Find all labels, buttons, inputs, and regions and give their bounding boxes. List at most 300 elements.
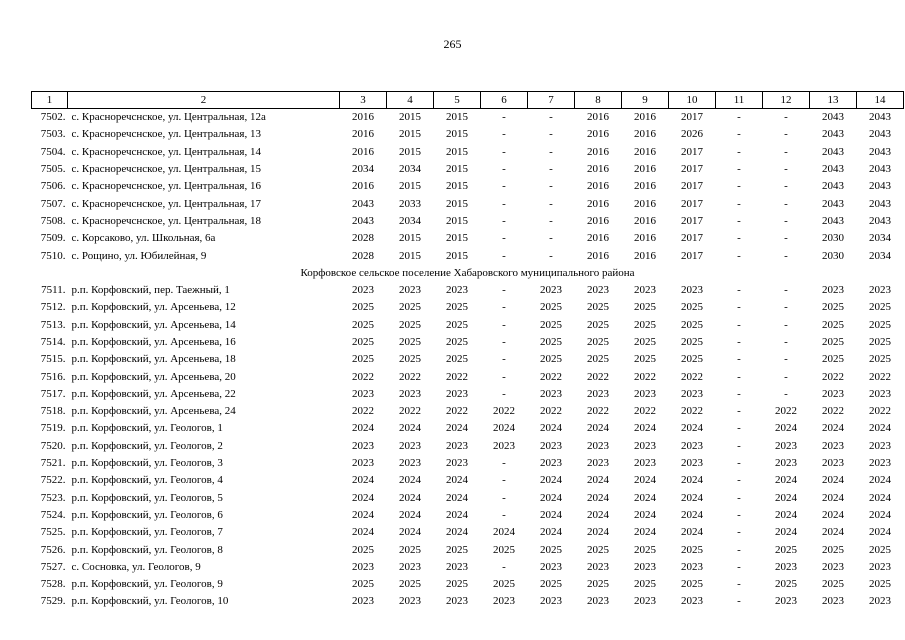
year-cell-col-9: 2023: [634, 439, 656, 452]
year-cell-col-10: 2025: [681, 336, 703, 348]
table-row: [32, 438, 904, 455]
address-cell: с. Красноречснское, ул. Центральная, 14: [71, 145, 261, 158]
year-cell-col-13: 2023: [822, 284, 844, 297]
year-cell-col-7: -: [549, 232, 553, 245]
year-cell-col-5: 2015: [446, 232, 468, 245]
address-cell: с. Красноречснское, ул. Центральная, 15: [71, 163, 261, 176]
year-cell-col-7: 2025: [540, 318, 562, 331]
year-cell-col-12: -: [784, 111, 788, 124]
year-cell-col-7: 2024: [540, 526, 562, 539]
year-cell-col-7: 2024: [540, 422, 562, 435]
year-cell-col-5: 2025: [446, 336, 468, 348]
year-cell-col-10: 2024: [681, 526, 703, 539]
year-cell-col-10: 2017: [681, 249, 703, 262]
address-cell: р.п. Корфовский, пер. Таежный, 1: [71, 284, 230, 297]
year-cell-col-5: 2023: [446, 439, 468, 452]
year-cell-col-11: -: [737, 197, 741, 210]
row-number: 7519.: [40, 422, 66, 435]
year-cell-col-6: -: [502, 370, 506, 383]
year-cell-col-14: 2043: [869, 163, 891, 176]
year-cell-col-13: 2043: [822, 145, 844, 158]
year-cell-col-3: 2016: [352, 180, 374, 193]
year-cell-col-8: 2023: [587, 560, 609, 573]
year-cell-col-14: 2024: [869, 508, 891, 521]
year-cell-col-4: 2015: [399, 180, 421, 193]
year-cell-col-8: 2016: [587, 128, 609, 141]
year-cell-col-7: 2023: [540, 387, 562, 400]
year-cell-col-8: 2016: [587, 232, 609, 245]
year-cell-col-13: 2022: [822, 370, 844, 383]
column-header-4: 4: [387, 92, 434, 109]
year-cell-col-9: 2024: [634, 422, 656, 435]
year-cell-col-10: 2025: [681, 318, 703, 331]
year-cell-col-11: -: [737, 249, 741, 262]
year-cell-col-11: -: [737, 578, 741, 591]
address-cell: р.п. Корфовский, ул. Геологов, 10: [71, 595, 229, 608]
year-cell-col-8: 2025: [587, 336, 609, 348]
year-cell-col-14: 2024: [869, 526, 891, 539]
year-cell-col-10: 2025: [681, 353, 703, 366]
year-cell-col-12: 2022: [775, 405, 797, 418]
year-cell-col-7: 2022: [540, 405, 562, 418]
year-cell-col-4: 2024: [399, 508, 421, 521]
year-cell-col-10: 2023: [681, 457, 703, 470]
year-cell-col-3: 2022: [352, 405, 374, 418]
year-cell-col-3: 2016: [352, 145, 374, 158]
year-cell-col-4: 2033: [399, 197, 421, 210]
row-number: 7523.: [40, 491, 66, 504]
year-cell-col-10: 2017: [681, 197, 703, 210]
header-row: [32, 92, 904, 109]
year-cell-col-10: 2024: [681, 474, 703, 487]
year-cell-col-9: 2023: [634, 457, 656, 470]
address-cell: р.п. Корфовский, ул. Геологов, 1: [71, 422, 223, 435]
year-cell-col-5: 2023: [446, 560, 468, 573]
year-cell-col-11: -: [737, 560, 741, 573]
year-cell-col-3: 2043: [352, 214, 374, 227]
year-cell-col-4: 2024: [399, 474, 421, 487]
address-cell: с. Красноречснское, ул. Центральная, 17: [71, 197, 261, 210]
year-cell-col-7: 2025: [540, 578, 562, 591]
table-row: [32, 490, 904, 507]
column-header-12: 12: [763, 92, 810, 109]
year-cell-col-6: -: [502, 457, 506, 470]
address-cell: р.п. Корфовский, ул. Арсеньева, 22: [71, 387, 236, 400]
year-cell-col-14: 2043: [869, 111, 891, 124]
year-cell-col-10: 2023: [681, 595, 703, 608]
address-cell: р.п. Корфовский, ул. Геологов, 6: [71, 508, 223, 521]
year-cell-col-14: 2023: [869, 560, 891, 573]
year-cell-col-13: 2025: [822, 543, 844, 556]
year-cell-col-8: 2023: [587, 439, 609, 452]
year-cell-col-8: 2024: [587, 526, 609, 539]
year-cell-col-6: 2024: [493, 526, 515, 539]
year-cell-col-14: 2043: [869, 197, 891, 210]
year-cell-col-12: 2023: [775, 560, 797, 573]
year-cell-col-13: 2022: [822, 405, 844, 418]
address-cell: р.п. Корфовский, ул. Арсеньева, 16: [71, 336, 236, 348]
address-cell: р.п. Корфовский, ул. Арсеньева, 14: [71, 318, 236, 331]
year-cell-col-9: 2016: [634, 180, 656, 193]
year-cell-col-14: 2022: [869, 405, 891, 418]
year-cell-col-8: 2023: [587, 387, 609, 400]
year-cell-col-12: -: [784, 336, 788, 348]
year-cell-col-9: 2025: [634, 353, 656, 366]
year-cell-col-7: -: [549, 214, 553, 227]
year-cell-col-5: 2022: [446, 370, 468, 383]
year-cell-col-10: 2024: [681, 491, 703, 504]
table-row: [32, 247, 904, 264]
year-cell-col-8: 2022: [587, 370, 609, 383]
year-cell-col-12: 2024: [775, 526, 797, 539]
year-cell-col-7: 2025: [540, 353, 562, 366]
year-cell-col-7: 2025: [540, 301, 562, 314]
year-cell-col-4: 2025: [399, 336, 421, 348]
year-cell-col-3: 2024: [352, 491, 374, 504]
address-cell: р.п. Корфовский, ул. Арсеньева, 12: [71, 301, 236, 314]
address-cell: с. Рощино, ул. Юбилейная, 9: [71, 249, 207, 262]
year-cell-col-8: 2023: [587, 595, 609, 608]
year-cell-col-13: 2025: [822, 353, 844, 366]
year-cell-col-11: -: [737, 214, 741, 227]
year-cell-col-6: -: [502, 474, 506, 487]
year-cell-col-7: 2023: [540, 284, 562, 297]
year-cell-col-9: 2024: [634, 526, 656, 539]
year-cell-col-13: 2043: [822, 111, 844, 124]
row-number: 7507.: [40, 197, 66, 210]
year-cell-col-4: 2023: [399, 457, 421, 470]
year-cell-col-11: -: [737, 163, 741, 176]
address-cell: с. Красноречснское, ул. Центральная, 13: [71, 128, 261, 141]
year-cell-col-3: 2025: [352, 578, 374, 591]
table-row: [32, 455, 904, 472]
year-cell-col-8: 2024: [587, 422, 609, 435]
year-cell-col-4: 2034: [399, 163, 421, 176]
row-number: 7506.: [40, 180, 66, 193]
address-cell: р.п. Корфовский, ул. Геологов, 4: [71, 474, 223, 487]
row-number: 7509.: [40, 232, 66, 245]
year-cell-col-10: 2022: [681, 370, 703, 383]
table-row: [32, 213, 904, 230]
year-cell-col-6: -: [502, 180, 506, 193]
year-cell-col-3: 2024: [352, 508, 374, 521]
year-cell-col-7: 2025: [540, 336, 562, 348]
year-cell-col-11: -: [737, 387, 741, 400]
year-cell-col-6: -: [502, 560, 506, 573]
year-cell-col-7: 2024: [540, 474, 562, 487]
year-cell-col-10: 2017: [681, 163, 703, 176]
year-cell-col-13: 2023: [822, 439, 844, 452]
year-cell-col-6: -: [502, 128, 506, 141]
year-cell-col-14: 2022: [869, 370, 891, 383]
table-row: [32, 576, 904, 593]
year-cell-col-5: 2025: [446, 578, 468, 591]
year-cell-col-3: 2025: [352, 301, 374, 314]
table-row: [32, 386, 904, 403]
year-cell-col-3: 2016: [352, 111, 374, 124]
table-row: [32, 403, 904, 420]
year-cell-col-14: 2025: [869, 353, 891, 366]
year-cell-col-14: 2043: [869, 180, 891, 193]
column-header-1: 1: [32, 92, 68, 109]
row-number: 7504.: [40, 145, 66, 158]
year-cell-col-4: 2015: [399, 249, 421, 262]
year-cell-col-3: 2023: [352, 284, 374, 297]
year-cell-col-10: 2026: [681, 128, 703, 141]
year-cell-col-12: -: [784, 301, 788, 314]
year-cell-col-9: 2025: [634, 336, 656, 348]
address-cell: с. Красноречснское, ул. Центральная, 18: [71, 214, 261, 227]
year-cell-col-4: 2024: [399, 491, 421, 504]
year-cell-col-13: 2043: [822, 128, 844, 141]
year-cell-col-12: -: [784, 370, 788, 383]
year-cell-col-9: 2022: [634, 405, 656, 418]
year-cell-col-3: 2025: [352, 353, 374, 366]
row-number: 7517.: [40, 387, 66, 400]
year-cell-col-7: -: [549, 163, 553, 176]
row-number: 7522.: [40, 474, 66, 487]
year-cell-col-11: -: [737, 111, 741, 124]
address-cell: р.п. Корфовский, ул. Геологов, 5: [71, 491, 223, 504]
row-number: 7505.: [40, 163, 66, 176]
row-number: 7502.: [40, 111, 66, 124]
year-cell-col-5: 2025: [446, 301, 468, 314]
row-number: 7521.: [40, 457, 66, 470]
year-cell-col-6: -: [502, 508, 506, 521]
year-cell-col-7: 2024: [540, 508, 562, 521]
year-cell-col-7: -: [549, 249, 553, 262]
year-cell-col-12: 2023: [775, 457, 797, 470]
year-cell-col-14: 2023: [869, 595, 891, 608]
column-header-6: 6: [481, 92, 528, 109]
year-cell-col-12: -: [784, 197, 788, 210]
year-cell-col-4: 2015: [399, 111, 421, 124]
year-cell-col-3: 2023: [352, 457, 374, 470]
row-number: 7526.: [40, 543, 66, 556]
year-cell-col-5: 2024: [446, 526, 468, 539]
year-cell-col-8: 2016: [587, 249, 609, 262]
year-cell-col-7: 2025: [540, 543, 562, 556]
year-cell-col-10: 2017: [681, 111, 703, 124]
table-row: [32, 317, 904, 334]
year-cell-col-14: 2025: [869, 578, 891, 591]
year-cell-col-4: 2023: [399, 560, 421, 573]
row-number: 7520.: [40, 439, 66, 452]
year-cell-col-11: -: [737, 595, 741, 608]
address-cell: р.п. Корфовский, ул. Геологов, 3: [71, 457, 223, 470]
year-cell-col-13: 2024: [822, 474, 844, 487]
year-cell-col-9: 2016: [634, 128, 656, 141]
year-cell-col-8: 2024: [587, 474, 609, 487]
column-header-5: 5: [434, 92, 481, 109]
year-cell-col-8: 2025: [587, 353, 609, 366]
year-cell-col-5: 2015: [446, 180, 468, 193]
year-cell-col-10: 2022: [681, 405, 703, 418]
year-cell-col-13: 2024: [822, 508, 844, 521]
address-cell: р.п. Корфовский, ул. Геологов, 7: [71, 526, 223, 539]
row-number: 7518.: [40, 405, 66, 418]
year-cell-col-14: 2025: [869, 301, 891, 314]
year-cell-col-13: 2025: [822, 301, 844, 314]
year-cell-col-3: 2025: [352, 318, 374, 331]
row-number: 7511.: [41, 284, 66, 297]
year-cell-col-14: 2043: [869, 145, 891, 158]
year-cell-col-13: 2030: [822, 232, 844, 245]
year-cell-col-13: 2025: [822, 578, 844, 591]
year-cell-col-9: 2025: [634, 543, 656, 556]
year-cell-col-9: 2016: [634, 249, 656, 262]
year-cell-col-13: 2043: [822, 163, 844, 176]
year-cell-col-8: 2025: [587, 543, 609, 556]
year-cell-col-11: -: [737, 128, 741, 141]
year-cell-col-4: 2025: [399, 318, 421, 331]
year-cell-col-9: 2025: [634, 301, 656, 314]
year-cell-col-7: -: [549, 128, 553, 141]
year-cell-col-10: 2017: [681, 145, 703, 158]
year-cell-col-5: 2015: [446, 197, 468, 210]
address-cell: р.п. Корфовский, ул. Геологов, 2: [71, 439, 223, 452]
year-cell-col-4: 2015: [399, 232, 421, 245]
column-header-13: 13: [810, 92, 857, 109]
year-cell-col-10: 2017: [681, 180, 703, 193]
year-cell-col-10: 2017: [681, 214, 703, 227]
column-header-8: 8: [575, 92, 622, 109]
year-cell-col-13: 2024: [822, 526, 844, 539]
year-cell-col-4: 2025: [399, 353, 421, 366]
year-cell-col-11: -: [737, 301, 741, 314]
table-row: [32, 109, 904, 127]
year-cell-col-5: 2024: [446, 474, 468, 487]
year-cell-col-5: 2023: [446, 387, 468, 400]
year-cell-col-11: -: [737, 370, 741, 383]
year-cell-col-12: 2024: [775, 508, 797, 521]
column-header-14: 14: [857, 92, 904, 109]
year-cell-col-12: 2025: [775, 578, 797, 591]
year-cell-col-8: 2025: [587, 578, 609, 591]
year-cell-col-13: 2024: [822, 422, 844, 435]
table-row: [32, 282, 904, 299]
year-cell-col-11: -: [737, 422, 741, 435]
year-cell-col-12: -: [784, 128, 788, 141]
year-cell-col-4: 2023: [399, 439, 421, 452]
row-number: 7524.: [40, 508, 66, 521]
year-cell-col-3: 2025: [352, 543, 374, 556]
year-cell-col-4: 2015: [399, 128, 421, 141]
year-cell-col-14: 2034: [869, 232, 891, 245]
year-cell-col-12: -: [784, 387, 788, 400]
table-row: [32, 230, 904, 247]
year-cell-col-4: 2015: [399, 145, 421, 158]
year-cell-col-4: 2023: [399, 595, 421, 608]
row-number: 7528.: [40, 578, 66, 591]
year-cell-col-4: 2024: [399, 526, 421, 539]
year-cell-col-6: 2023: [493, 439, 515, 452]
year-cell-col-5: 2025: [446, 318, 468, 331]
table-row: [32, 472, 904, 489]
column-header-10: 10: [669, 92, 716, 109]
year-cell-col-12: 2025: [775, 543, 797, 556]
row-number: 7512.: [40, 301, 66, 314]
year-cell-col-9: 2023: [634, 560, 656, 573]
year-cell-col-13: 2030: [822, 249, 844, 262]
year-cell-col-5: 2023: [446, 595, 468, 608]
year-cell-col-4: 2023: [399, 284, 421, 297]
section-heading-row: [32, 265, 904, 282]
year-cell-col-8: 2016: [587, 145, 609, 158]
year-cell-col-9: 2016: [634, 197, 656, 210]
year-cell-col-3: 2024: [352, 474, 374, 487]
year-cell-col-7: -: [549, 145, 553, 158]
year-cell-col-6: -: [502, 145, 506, 158]
year-cell-col-6: -: [502, 284, 506, 297]
year-cell-col-3: 2034: [352, 163, 374, 176]
year-cell-col-5: 2023: [446, 284, 468, 297]
address-cell: с. Красноречснское, ул. Центральная, 12а: [71, 111, 266, 124]
year-cell-col-7: 2024: [540, 491, 562, 504]
year-cell-col-13: 2043: [822, 180, 844, 193]
year-cell-col-9: 2016: [634, 214, 656, 227]
row-number: 7529.: [40, 595, 66, 608]
year-cell-col-6: -: [502, 336, 506, 348]
year-cell-col-5: 2025: [446, 353, 468, 366]
year-cell-col-3: 2022: [352, 370, 374, 383]
year-cell-col-14: 2024: [869, 491, 891, 504]
year-cell-col-3: 2016: [352, 128, 374, 141]
year-cell-col-8: 2024: [587, 491, 609, 504]
year-cell-col-14: 2023: [869, 457, 891, 470]
year-cell-col-10: 2017: [681, 232, 703, 245]
table-row: [32, 161, 904, 178]
table-row: [32, 541, 904, 558]
year-cell-col-13: 2023: [822, 387, 844, 400]
year-cell-col-6: 2023: [493, 595, 515, 608]
year-cell-col-7: -: [549, 111, 553, 124]
year-cell-col-10: 2024: [681, 508, 703, 521]
year-cell-col-9: 2016: [634, 232, 656, 245]
year-cell-col-7: 2022: [540, 370, 562, 383]
year-cell-col-13: 2025: [822, 318, 844, 331]
year-cell-col-11: -: [737, 284, 741, 297]
year-cell-col-6: -: [502, 491, 506, 504]
year-cell-col-6: -: [502, 197, 506, 210]
year-cell-col-10: 2025: [681, 578, 703, 591]
year-cell-col-12: 2024: [775, 491, 797, 504]
section-heading: Корфовское сельское поселение Хабаровского муниципального района: [300, 266, 635, 279]
year-cell-col-11: -: [737, 405, 741, 418]
year-cell-col-6: -: [502, 214, 506, 227]
year-cell-col-7: 2023: [540, 595, 562, 608]
year-cell-col-12: -: [784, 214, 788, 227]
year-cell-col-11: -: [737, 318, 741, 331]
year-cell-col-11: -: [737, 543, 741, 556]
year-cell-col-10: 2023: [681, 284, 703, 297]
year-cell-col-14: 2043: [869, 128, 891, 141]
year-cell-col-11: -: [737, 336, 741, 348]
year-cell-col-12: -: [784, 284, 788, 297]
table-row: [32, 507, 904, 524]
table-row: [32, 178, 904, 195]
year-cell-col-5: 2024: [446, 422, 468, 435]
year-cell-col-3: 2028: [352, 249, 374, 262]
year-cell-col-10: 2025: [681, 301, 703, 314]
table-row: [32, 195, 904, 212]
address-cell: р.п. Корфовский, ул. Арсеньева, 20: [71, 370, 236, 383]
table-row: [32, 420, 904, 437]
year-cell-col-14: 2034: [869, 249, 891, 262]
year-cell-col-5: 2024: [446, 508, 468, 521]
year-cell-col-8: 2025: [587, 318, 609, 331]
year-cell-col-14: 2043: [869, 214, 891, 227]
